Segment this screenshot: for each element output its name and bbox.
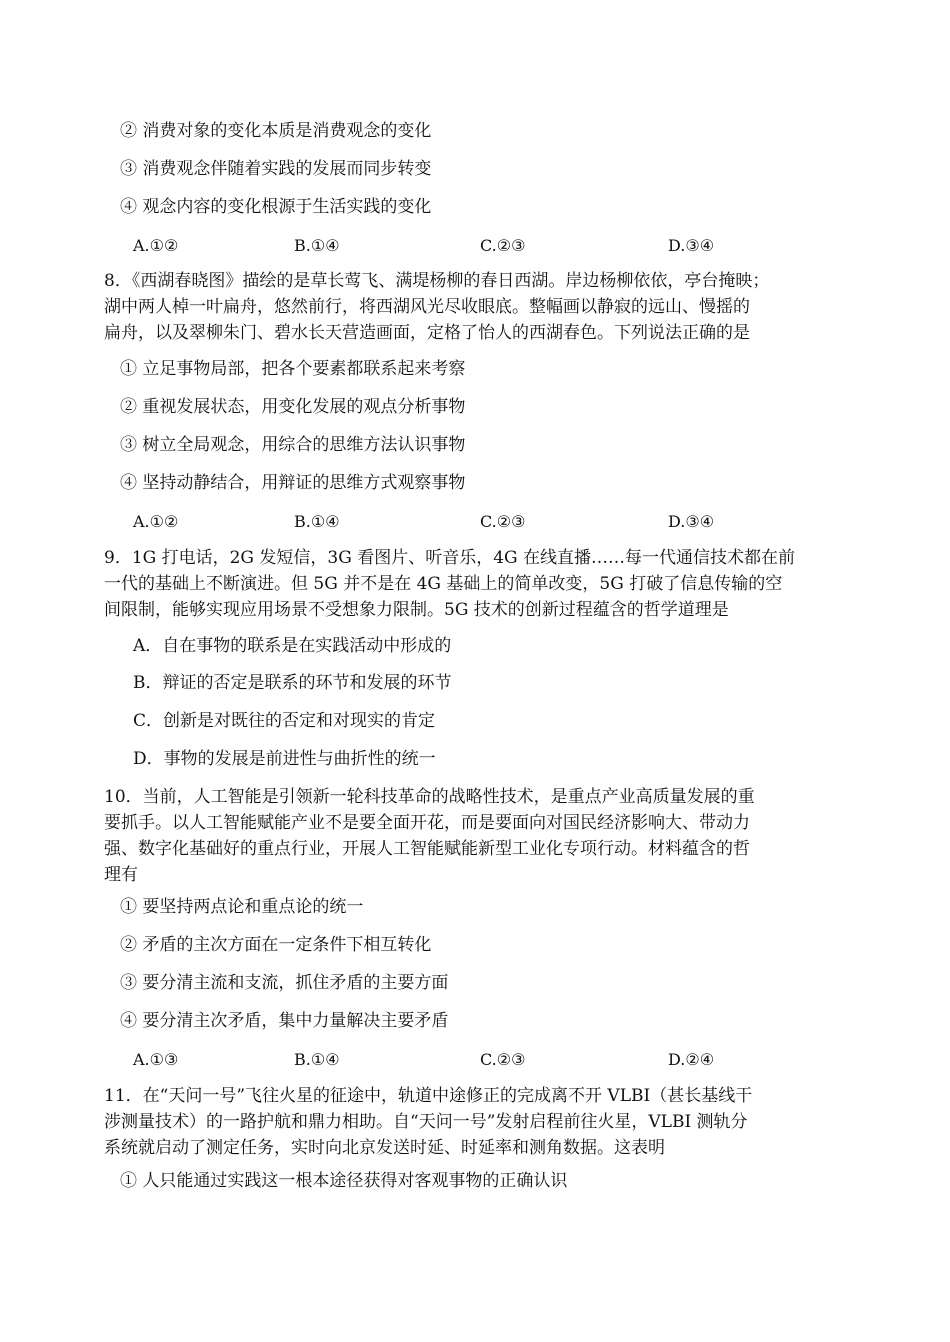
q9-stem-line-2: 一代的基础上不断演进。但 5G 并不是在 4G 基础上的简单改变，5G 打破了信息传输的空 [104,574,783,594]
q8-option-a: A.①② [133,512,179,531]
q7-option-d: D.③④ [668,236,715,255]
q9-choice-c: C．创新是对既往的否定和对现实的肯定 [133,711,436,731]
q8-stem-line-1: 8．《西湖春晓图》描绘的是草长莺飞、满堤杨柳的春日西湖。岸边杨柳依依，亭台掩映； [104,271,770,291]
q9-choice-d: D．事物的发展是前进性与曲折性的统一 [133,749,436,769]
q9-stem-line-3: 间限制，能够实现应用场景不受想象力限制。5G 技术的创新过程蕴含的哲学道理是 [104,600,729,620]
q7-item-2: ② 消费对象的变化本质是消费观念的变化 [120,121,432,141]
q10-option-a: A.①③ [133,1050,179,1069]
q10-stem-line-2: 要抓手。以人工智能赋能产业不是要全面开花，而是要面向对国民经济影响大、带动力 [104,813,750,833]
q8-item-1: ① 立足事物局部，把各个要素都联系起来考察 [120,359,466,379]
q9-choice-b: B．辩证的否定是联系的环节和发展的环节 [133,673,452,693]
q10-stem-line-3: 强、数字化基础好的重点行业，开展人工智能赋能新型工业化专项行动。材料蕴含的哲 [104,839,750,859]
q7-option-a: A.①② [133,236,179,255]
q7-option-b: B.①④ [294,236,340,255]
q8-item-2: ② 重视发展状态，用变化发展的观点分析事物 [120,397,466,417]
q8-item-4: ④ 坚持动静结合，用辩证的思维方式观察事物 [120,473,466,493]
q7-option-c: C.②③ [480,236,526,255]
q10-option-b: B.①④ [294,1050,340,1069]
q7-item-3: ③ 消费观念伴随着实践的发展而同步转变 [120,159,432,179]
q10-item-1: ① 要坚持两点论和重点论的统一 [120,897,364,917]
q8-item-3: ③ 树立全局观念，用综合的思维方法认识事物 [120,435,466,455]
q8-stem-line-3: 扁舟，以及翠柳朱门、碧水长天营造画面，定格了怡人的西湖春色。下列说法正确的是 [104,323,750,343]
q10-stem-line-4: 理有 [104,865,138,885]
q11-item-1: ① 人只能通过实践这一根本途径获得对客观事物的正确认识 [120,1171,568,1191]
q10-item-4: ④ 要分清主次矛盾，集中力量解决主要矛盾 [120,1011,449,1031]
q11-stem-line-3: 系统就启动了测定任务，实时向北京发送时延、时延率和测角数据。这表明 [104,1138,665,1158]
q9-choice-a: A．自在事物的联系是在实践活动中形成的 [133,636,452,656]
q10-option-c: C.②③ [480,1050,526,1069]
q8-option-c: C.②③ [480,512,526,531]
q10-item-3: ③ 要分清主流和支流，抓住矛盾的主要方面 [120,973,449,993]
q8-stem-line-2: 湖中两人棹一叶扁舟，悠然前行，将西湖风光尽收眼底。整幅画以静寂的远山、慢摇的 [104,297,750,317]
q10-option-d: D.②④ [668,1050,715,1069]
q11-stem-line-1: 11．在“天问一号”飞往火星的征途中，轨道中途修正的完成离不开 VLBI（甚长基线干 [104,1086,753,1106]
q10-item-2: ② 矛盾的主次方面在一定条件下相互转化 [120,935,432,955]
q10-stem-line-1: 10．当前，人工智能是引领新一轮科技革命的战略性技术，是重点产业高质量发展的重 [104,787,755,807]
q8-option-d: D.③④ [668,512,715,531]
q9-stem-line-1: 9．1G 打电话，2G 发短信，3G 看图片、听音乐，4G 在线直播……每一代通信技术都在前 [104,548,796,568]
q7-item-4: ④ 观念内容的变化根源于生活实践的变化 [120,197,432,217]
q11-stem-line-2: 涉测量技术）的一路护航和鼎力相助。自“天问一号”发射启程前往火星，VLBI 测轨分 [104,1112,748,1132]
q8-option-b: B.①④ [294,512,340,531]
